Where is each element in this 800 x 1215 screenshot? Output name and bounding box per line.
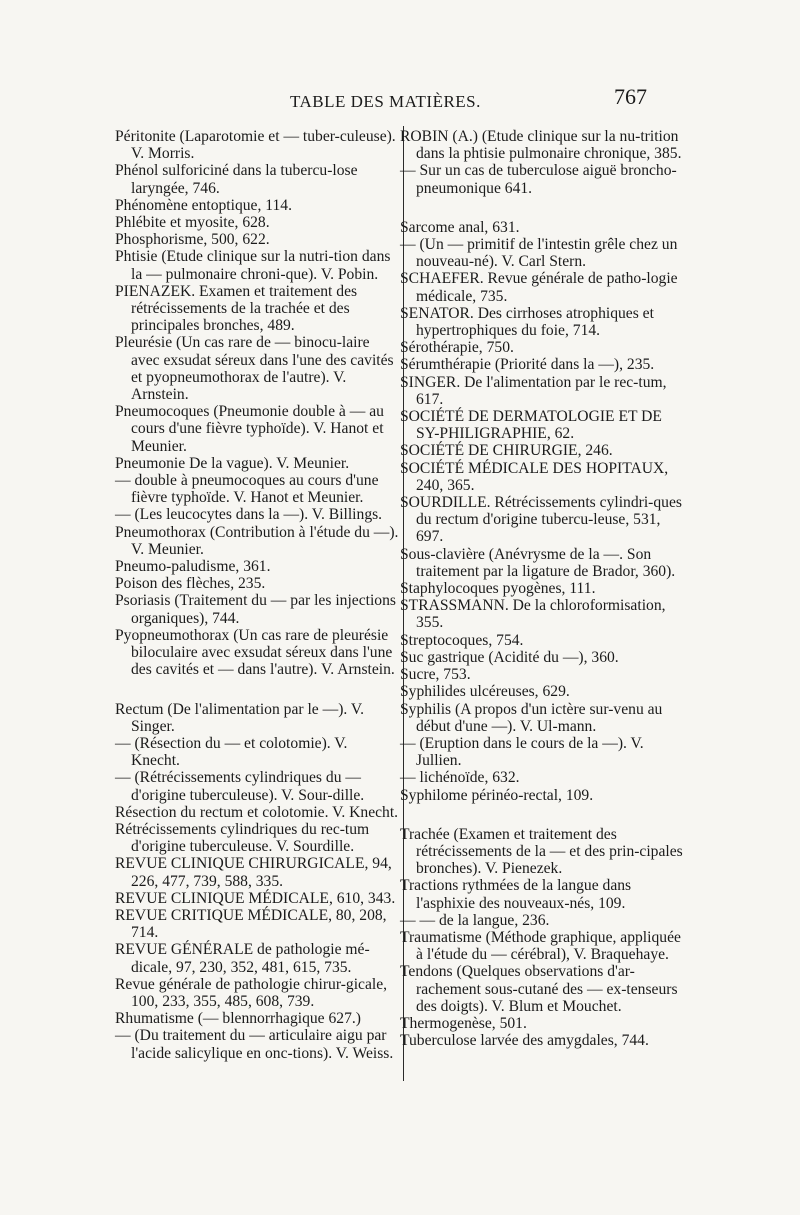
index-entry: Poison des flèches, 235. (115, 575, 266, 593)
index-entry: Phénomène entoptique, 114. (115, 196, 292, 214)
index-entry: Pleurésie (Un cas rare de — binocu-laire avec exsudat séreux dans l'une des cavités et pyopneumothorax de l'autre). V. Arnstein. (115, 334, 394, 404)
index-entry: — lichénoïde, 632. (400, 769, 520, 787)
index-entry: PIENAZEK. Examen et traitement des rétrécissements de la trachée et des principales bronches, 489. (115, 282, 358, 335)
index-entry: Syphilis (A propos d'un ictère sur-venu au début d'une —). V. Ul-mann. (400, 700, 663, 735)
section-gap (400, 197, 685, 219)
section-gap (400, 804, 685, 826)
index-entry: — — de la langue, 236. (400, 911, 550, 929)
index-entry: Phlébite et myosite, 628. (115, 214, 270, 232)
index-entry: Tendons (Quelques observations d'ar-rachement sous-cutané des — ex-tenseurs des doigts). V. Blum et Mouchet. (400, 963, 678, 1015)
running-head: TABLE DES MATIÈRES. (290, 92, 481, 111)
index-entry: Tractions rythmées de la langue dans l'asphixie des nouveaux-nés, 109. (400, 877, 632, 912)
index-entry: — (Un — primitif de l'intestin grêle chez un nouveau-né). V. Carl Stern. (400, 236, 678, 271)
index-entry: STRASSMANN. De la chloroformisation, 355. (400, 597, 666, 632)
index-entry: REVUE CLINIQUE MÉDICALE, 610, 343. (115, 889, 396, 907)
index-entry: Rectum (De l'alimentation par le —). V. Singer. (115, 700, 365, 735)
right-column (400, 128, 685, 1049)
index-entry: SOCIÉTÉ DE CHIRURGIE, 246. (400, 442, 613, 460)
index-entry: REVUE CLINIQUE CHIRURGICALE, 94, 226, 477, 739, 588, 335. (115, 855, 392, 890)
index-entry: SOCIÉTÉ DE DERMATOLOGIE ET DE SY-PHILIGRAPHIE, 62. (400, 408, 662, 443)
index-entry: Pneumothorax (Contribution à l'étude du —). V. Meunier. (115, 523, 399, 558)
index-entry: Trachée (Examen et traitement des rétrécissements de la — et des prin-cipales bronches). V. Pienezek. (400, 825, 683, 878)
index-entry: Thermogenèse, 501. (400, 1014, 527, 1032)
index-entry: REVUE GÉNÉRALE de pathologie mé-dicale, 97, 230, 352, 481, 615, 735. (115, 941, 370, 976)
index-entry: — double à pneumocoques au cours d'une fièvre typhoïde. V. Hanot et Meunier. (115, 472, 379, 507)
index-entry: Traumatisme (Méthode graphique, appliquée à l'étude du — cérébral), V. Braquehaye. (400, 928, 681, 964)
index-entry: Pneumocoques (Pneumonie double à — au cours d'une fièvre typhoïde). V. Hanot et Meunier. (115, 403, 384, 455)
index-entry: — (Du traitement du — articulaire aigu par l'acide salicylique en onc-tions). V. Weiss. (115, 1027, 394, 1062)
index-entry: SOURDILLE. Rétrécissements cylindri-ques du rectum d'origine tubercu-leuse, 531, 697. (400, 494, 682, 546)
index-entry: SENATOR. Des cirrhoses atrophiques et hypertrophiques du foie, 714. (400, 304, 654, 340)
index-entry: Pyopneumothorax (Un cas rare de pleurésie biloculaire avec exsudat séreux dans l'une des cavités et — dans l'autre). V. Arnstein. (115, 626, 395, 679)
index-entry: Rétrécissements cylindriques du rec-tum d'origine tuberculeuse. V. Sourdille. (115, 820, 370, 856)
index-entry: Phénol sulforiciné dans la tubercu-lose laryngée, 746. (115, 162, 358, 197)
left-column (115, 128, 400, 1062)
index-entry: Syphilome périnéo-rectal, 109. (400, 786, 594, 804)
index-entry: Résection du rectum et colotomie. V. Knecht. (115, 803, 399, 821)
page-number: 767 (614, 84, 647, 109)
index-entry: REVUE CRITIQUE MÉDICALE, 80, 208, 714. (115, 906, 387, 942)
index-entry: Pneumonie De la vague). V. Meunier. (115, 454, 350, 472)
index-entry: Revue générale de pathologie chirur-gicale, 100, 233, 355, 485, 608, 739. (115, 975, 388, 1010)
index-entry: — (Eruption dans le cours de la —). V. Jullien. (400, 734, 644, 770)
index-entry: SOCIÉTÉ MÉDICALE DES HOPITAUX, 240, 365. (400, 459, 669, 494)
index-entry: Psoriasis (Traitement du — par les injections organiques), 744. (115, 592, 396, 627)
index-entry: — Sur un cas de tuberculose aiguë broncho-pneumonique 641. (400, 162, 677, 197)
index-entry: Sous-clavière (Anévrysme de la —. Son traitement par la ligature de Brador, 360). (400, 545, 676, 580)
index-entry: Sarcome anal, 631. (400, 218, 520, 236)
index-entry: Péritonite (Laparotomie et — tuber-culeuse). V. Morris. (115, 128, 396, 163)
index-entry: ROBIN (A.) (Etude clinique sur la nu-trition dans la phtisie pulmonaire chronique, 385. (400, 128, 682, 163)
index-entry: Sucre, 753. (400, 666, 471, 684)
index-entry: Streptocoques, 754. (400, 631, 524, 649)
index-entry: Pneumo-paludisme, 361. (115, 558, 271, 576)
index-entry: SINGER. De l'alimentation par le rec-tum, 617. (400, 373, 667, 408)
index-entry: Phosphorisme, 500, 622. (115, 231, 270, 249)
index-entry: — (Les leucocytes dans la —). V. Billings. (115, 506, 383, 524)
index-entry: Sérumthérapie (Priorité dans la —), 235. (400, 356, 655, 374)
section-gap (115, 679, 400, 701)
index-entry: Sérothérapie, 750. (400, 339, 514, 357)
index-entry: Syphilides ulcéreuses, 629. (400, 683, 570, 701)
index-entry: — (Rétrécissements cylindriques du — d'origine tuberculeuse). V. Sour-dille. (115, 769, 365, 804)
index-entry: Staphylocoques pyogènes, 111. (400, 580, 596, 598)
index-entry: SCHAEFER. Revue générale de patho-logie médicale, 735. (400, 270, 678, 305)
index-entry: Tuberculose larvée des amygdales, 744. (400, 1032, 649, 1050)
index-entry: Phtisie (Etude clinique sur la nutri-tion dans la — pulmonaire chroni-que). V. Pobin. (115, 248, 391, 283)
index-entry: — (Résection du — et colotomie). V. Knecht. (115, 734, 348, 770)
index-entry: Suc gastrique (Acidité du —), 360. (400, 648, 619, 666)
index-entry: Rhumatisme (— blennorrhagique 627.) (115, 1010, 361, 1028)
